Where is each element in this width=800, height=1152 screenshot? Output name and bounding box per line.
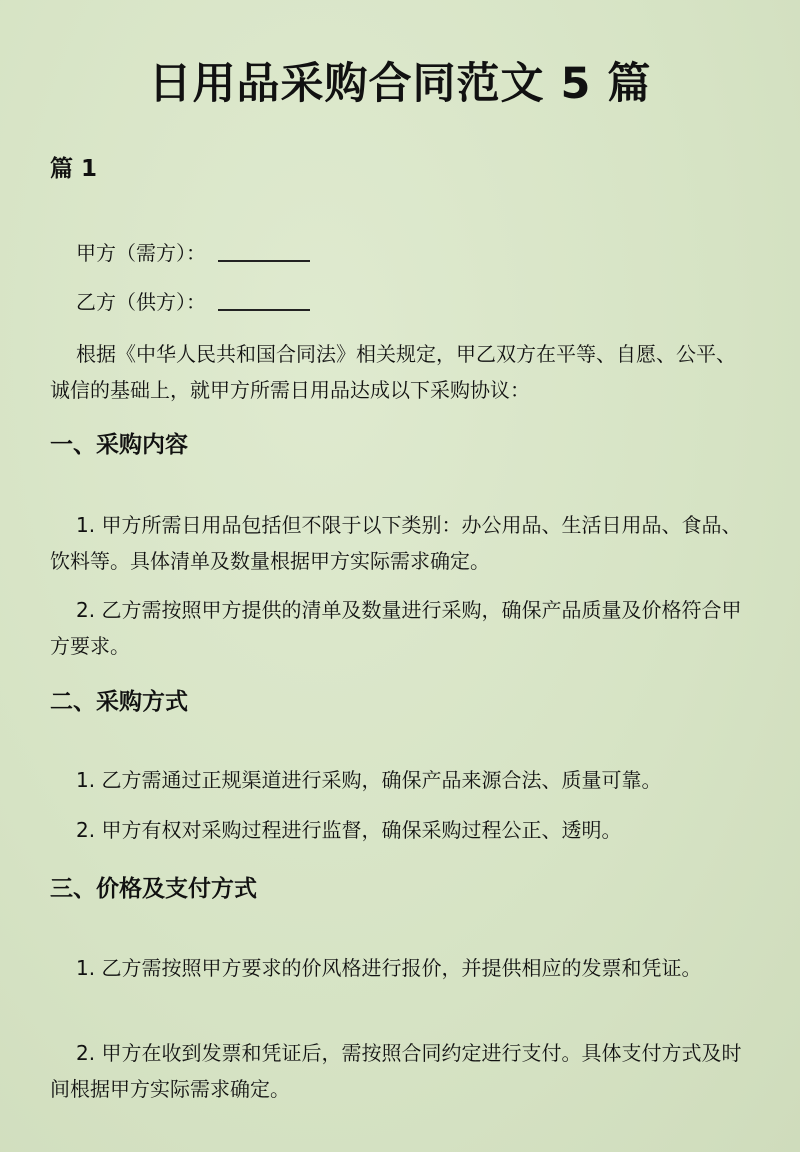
party-b-blank [218,309,310,311]
clause-method-1: 1. 乙方需通过正规渠道进行采购，确保产品来源合法、质量可靠。 [76,768,662,792]
party-a-blank [218,260,310,262]
part-label: 篇 1 [50,156,98,182]
clause-price-1: 1. 乙方需按照甲方要求的价风格进行报价，并提供相应的发票和凭证。 [76,956,702,980]
preamble-paragraph: 根据《中华人民共和国合同法》相关规定，甲乙双方在平等、自愿、公平、诚信的基础上，就甲方所需日用品达成以下采购协议： [50,342,736,402]
document-title: 日用品采购合同范文 5 篇 [148,59,652,109]
section-heading-procurement-content: 一、采购内容 [50,432,188,458]
section-heading-price-payment: 三、价格及支付方式 [50,876,257,902]
clause-price-2: 2. 甲方在收到发票和凭证后，需按照合同约定进行支付。具体支付方式及时间根据甲方实际需求确定。 [50,1041,742,1101]
party-b-label: 乙方（供方）： [76,290,206,314]
clause-content-2: 2. 乙方需按照甲方提供的清单及数量进行采购，确保产品质量及价格符合甲方要求。 [50,598,742,658]
party-b-line [76,285,310,319]
clause-method-2: 2. 甲方有权对采购过程进行监督，确保采购过程公正、透明。 [76,818,622,842]
section-heading-procurement-method: 二、采购方式 [50,689,188,715]
clause-content-1: 1. 甲方所需日用品包括但不限于以下类别：办公用品、生活日用品、食品、饮料等。具体清单及数量根据甲方实际需求确定。 [50,513,742,573]
party-a-line [76,236,310,270]
party-a-label: 甲方（需方）： [76,241,206,265]
